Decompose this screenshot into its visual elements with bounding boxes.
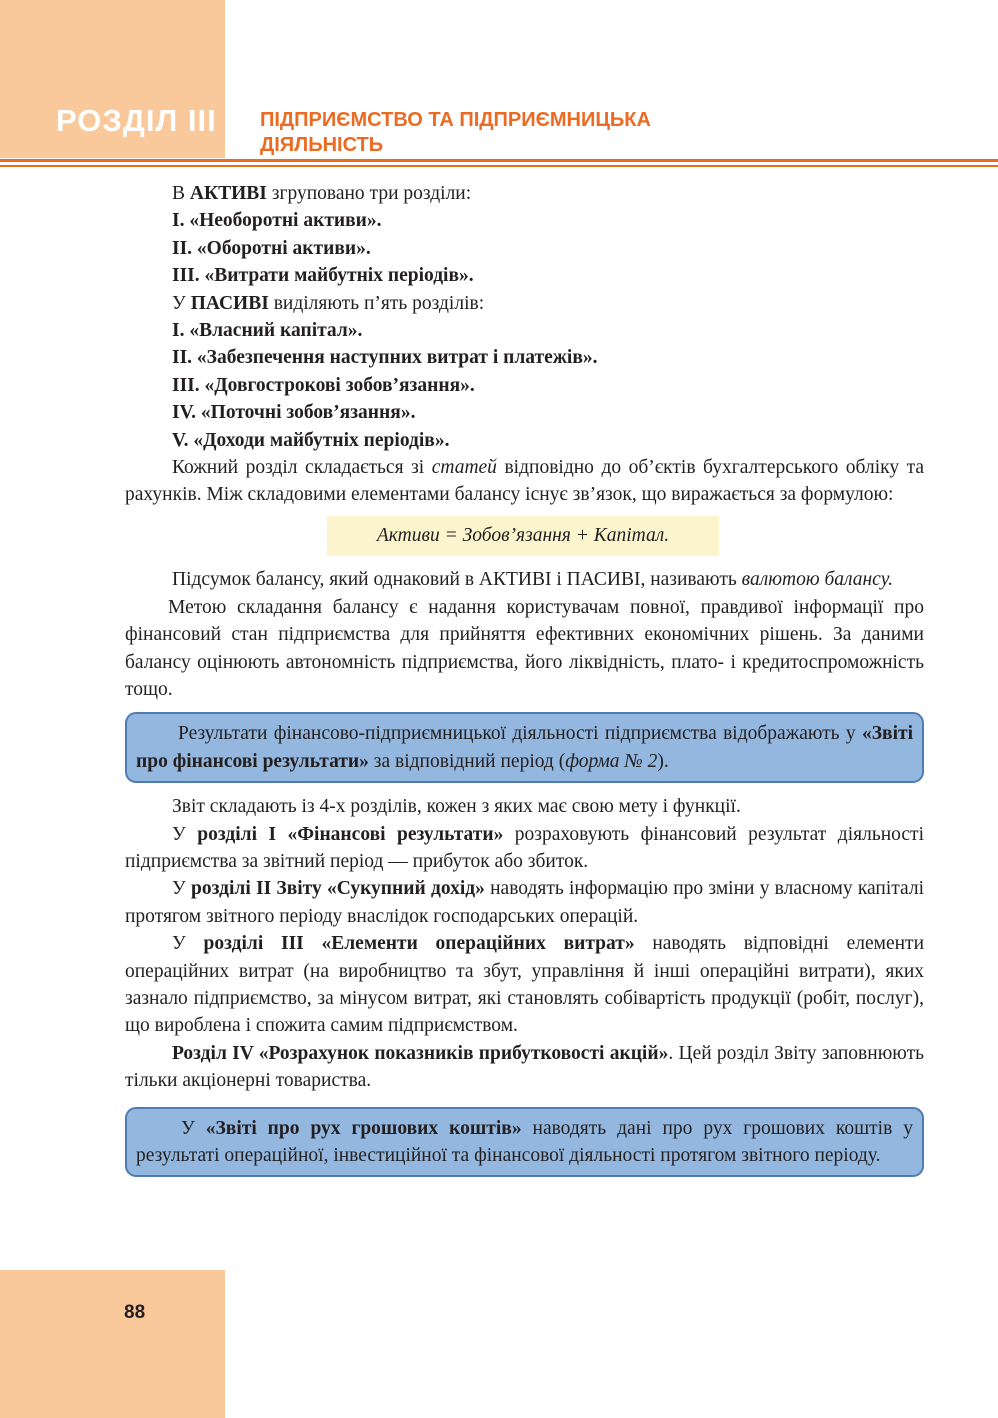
currency-term: валютою балансу. — [741, 569, 893, 591]
report-intro: Звіт складають із 4-х розділів, кожен з яких має свою мету і функції. — [172, 796, 741, 818]
report-name: «Звіті про фінансові результати» — [136, 723, 913, 772]
chapter-title-line2: ДІЯЛЬНІСТЬ — [260, 134, 384, 156]
text-span: розраховують фінансовий результат діяльності підприємства за звітний період — прибуток або збиток. — [125, 823, 924, 872]
assets-intro — [125, 180, 924, 207]
form-number: форма № 2 — [565, 750, 658, 772]
footer-side-band — [0, 1270, 225, 1418]
text-span: наводять дані про рух грошових коштів у результаті операційної, інвестиційної та фінансової діяльності протягом звітного періоду. — [136, 1117, 913, 1166]
callout-text — [136, 720, 913, 775]
section-label: РОЗДІЛ III — [56, 103, 217, 138]
assets-item: III. «Витрати майбутніх періодів». — [172, 265, 474, 287]
report-section-paragraph — [125, 1040, 924, 1095]
assets-term: АКТИВІ — [189, 183, 267, 204]
liabilities-term: ПАСИВІ — [190, 292, 269, 314]
text-span: . Цей розділ Звіту заповнюють тільки акціонерні товариства. — [125, 1042, 924, 1092]
report-name: «Звіті про рух грошових коштів» — [205, 1117, 522, 1139]
text-span: У — [172, 878, 192, 900]
report-section-paragraph — [125, 930, 924, 1040]
text-span: за відповідний період ( — [368, 750, 566, 772]
text-span: У — [181, 1117, 206, 1139]
text-span: Кожний розділ складається зі — [172, 457, 432, 479]
chapter-title — [260, 108, 651, 158]
balance-formula: Активи = Зобов’язання + Капітал. — [327, 516, 719, 556]
text-span: В — [172, 183, 190, 204]
text-span: У — [172, 933, 204, 955]
liabilities-item: I. «Власний капітал». — [172, 320, 363, 342]
text-span: Підсумок балансу, який однаковий в АКТИВІ і ПАСИВІ, називають — [172, 569, 742, 591]
report-section-paragraph — [125, 821, 924, 876]
text-span: виділяють п’ять розділів: — [268, 292, 485, 314]
text-span: У — [172, 823, 198, 845]
chapter-title-line1: ПІДПРИЄМСТВО ТА ПІДПРИЄМНИЦЬКА — [260, 109, 651, 131]
articles-paragraph — [125, 454, 924, 509]
text-span: У — [172, 292, 191, 314]
section-term: розділі III «Елементи операційних витрат» — [203, 933, 635, 955]
callout-text — [136, 1115, 913, 1170]
liabilities-item: II. «Забезпечення наступних витрат і платежів». — [172, 347, 598, 369]
page-number: 88 — [124, 1302, 146, 1323]
liabilities-item: III. «Довгострокові зобов’язання». — [172, 374, 475, 396]
text-span: наводять інформацію про зміни у власному капіталі протягом звітного періоду внаслідок господарських операцій. — [125, 878, 924, 927]
text-span: наводять відповідні елементи операційних витрат (на виробництво та збут, управління й інші операційні витрати), яких зазнало підприємство, за мінусом витрат, які становлять собівартість продукції (робіт, послуг), що вироблена і спожита самим підприємством. — [125, 933, 925, 1037]
text-span: відповідно до об’єктів бухгалтерського обліку та рахунків. Між складовими елементами балансу існує зв’язок, що виражається за формулою: — [125, 457, 925, 506]
text-span: Результати фінансово-підприємницької діяльності підприємства відображають у — [178, 723, 862, 745]
report-section-paragraph — [125, 875, 924, 930]
section-term: Розділ IV «Розрахунок показників прибутковості акцій» — [172, 1042, 669, 1064]
liabilities-intro — [125, 290, 924, 317]
liabilities-item: IV. «Поточні зобов’язання». — [172, 402, 416, 424]
liabilities-item: V. «Доходи майбутніх періодів». — [172, 429, 450, 451]
header-rule — [0, 159, 998, 162]
section-term: розділі I «Фінансові результати» — [197, 823, 504, 845]
articles-term: статей — [431, 457, 497, 479]
page-content — [125, 180, 924, 1187]
cash-flow-callout — [125, 1107, 924, 1178]
header-rule-thin — [0, 165, 998, 167]
financial-results-callout — [125, 712, 924, 783]
text-span: ). — [657, 750, 669, 772]
assets-item: II. «Оборотні активи». — [172, 237, 371, 259]
currency-paragraph — [125, 566, 924, 593]
text-span: згруповано три розділи: — [266, 183, 472, 204]
section-term: розділі II Звіту «Сукупний дохід» — [191, 878, 485, 900]
purpose-paragraph: Метою складання балансу є надання користувачам повної, правдивої інформації про фінансовий стан підприємства для прийняття ефективних економічних рішень. За даними балансу оцінюють автономність підприємства, його ліквідність, плато- і кредитоспроможність тощо. — [125, 596, 924, 700]
assets-item: I. «Необоротні активи». — [172, 210, 382, 232]
